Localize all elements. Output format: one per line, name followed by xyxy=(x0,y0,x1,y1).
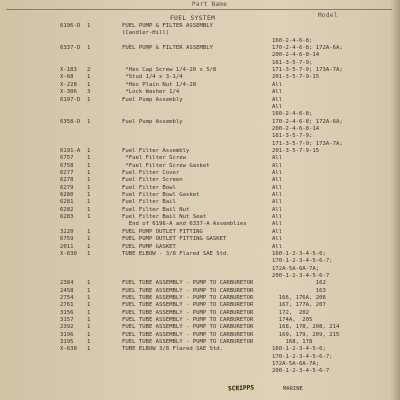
part-name: Fuel Filter Assembly xyxy=(122,147,190,154)
quantity: 1 xyxy=(87,170,91,176)
part-number: 6282 xyxy=(60,206,74,213)
header-model: Model xyxy=(318,12,338,19)
model-list: 160-1-2-3-4-5-6; xyxy=(272,250,326,257)
model-list: All xyxy=(272,236,283,243)
part-number: 6758 xyxy=(60,162,74,169)
table-row xyxy=(0,23,400,30)
part-number: X-228 xyxy=(60,81,77,88)
model-list: 201-3-5-7-9-15 xyxy=(272,74,320,81)
quantity: 1 xyxy=(87,346,91,353)
part-name: Fuel Filter Bowl Gasket xyxy=(122,192,200,199)
model-list: All xyxy=(272,243,283,250)
quantity: 1 xyxy=(87,214,91,221)
model-list: 170-2-4-6-8; 172A-6A; xyxy=(272,118,343,125)
table-row xyxy=(0,229,400,236)
table-row xyxy=(0,74,400,81)
quantity: 1 xyxy=(87,236,91,243)
part-name: *Fuel Filter Screw xyxy=(122,155,186,162)
table-row xyxy=(0,258,400,265)
part-name: *Stud 1/4 x 3-1/4 xyxy=(122,74,183,81)
model-list: 200-1-2-3-4-5-6-7 xyxy=(272,368,330,375)
part-name: TUBE ELBOW - 3/8 Flared SAE Std. xyxy=(122,250,230,257)
company-stamp: SCRIPPS xyxy=(225,383,257,393)
quantity: 1 xyxy=(87,287,91,294)
part-name: Fuel Pump Assembly xyxy=(122,96,183,103)
part-name: Fuel Filter Bail xyxy=(122,199,176,206)
table-row xyxy=(0,361,400,368)
table-row xyxy=(0,332,400,339)
part-name: FUEL TUBE ASSEMBLY - PUMP TO CARBURETOR xyxy=(122,287,254,294)
table-row xyxy=(0,89,400,96)
table-row xyxy=(0,251,400,258)
table-row xyxy=(0,310,400,317)
model-list: All xyxy=(272,162,283,169)
part-name: FUEL PUMP GASKET xyxy=(122,243,176,250)
part-number: 6197-D xyxy=(60,96,81,103)
model-list: All xyxy=(272,192,283,199)
model-list: All xyxy=(272,214,283,221)
model-list: All xyxy=(272,81,283,88)
part-number: 6358-D xyxy=(60,118,81,125)
model-list: 169, 179, 209, 215 xyxy=(272,331,340,338)
quantity: 1 xyxy=(87,206,91,213)
quantity: 1 xyxy=(87,324,91,331)
table-row xyxy=(0,141,400,148)
table-row xyxy=(0,52,400,59)
part-name: *Fuel Filter Screw Gasket xyxy=(122,162,210,169)
table-row xyxy=(0,295,400,302)
model-list: 171-3-5-7-9; 173A-7A; xyxy=(272,140,343,147)
model-list: 172A-5A-6A-7A; xyxy=(272,265,320,272)
table-row xyxy=(0,280,400,287)
table-row xyxy=(0,177,400,184)
model-list: All xyxy=(272,221,283,228)
table-row xyxy=(0,324,400,331)
quantity: 1 xyxy=(87,45,91,52)
model-list: 160-1-2-3-4-5-6; xyxy=(272,346,326,353)
model-list: 166, 176A, 206 xyxy=(272,294,326,301)
table-row xyxy=(0,45,400,52)
model-list: 174A, 205 xyxy=(272,317,313,323)
model-list: All xyxy=(272,177,283,184)
part-name: Fuel Filter Bowl xyxy=(122,184,176,191)
table-row xyxy=(0,221,400,228)
quantity: 1 xyxy=(87,331,91,338)
table-row xyxy=(0,119,400,126)
model-list: All xyxy=(272,228,283,235)
part-number: 6278 xyxy=(60,177,74,184)
quantity: 1 xyxy=(87,147,91,154)
quantity: 1 xyxy=(87,118,91,125)
model-list: 200-2-4-6-8-14 xyxy=(272,52,320,59)
part-number: 6191-A xyxy=(60,147,81,154)
part-number: 2761 xyxy=(60,302,74,309)
part-name: Fuel Filter Cover xyxy=(122,170,180,176)
model-list: 170-1-2-3-4-5-6-7; xyxy=(272,353,333,360)
part-name: FUEL PUMP OUTLET FITTING xyxy=(122,228,203,235)
model-list: 161-3-5-7-9; xyxy=(272,59,313,66)
part-name: End of 6196-A and 6337-A Assemblies xyxy=(122,221,247,228)
table-row xyxy=(0,163,400,170)
table-row xyxy=(0,288,400,295)
quantity: 1 xyxy=(87,74,91,81)
part-number: 6279 xyxy=(60,184,74,191)
table-row xyxy=(0,30,400,37)
table-row xyxy=(0,302,400,309)
part-name: Fuel Filter Screen xyxy=(122,177,183,184)
model-list: 201-3-5-7-9-15 xyxy=(272,147,320,154)
part-number: X-183 xyxy=(60,67,77,74)
part-number: 2754 xyxy=(60,294,74,301)
model-list: 160-2-4-6-8; xyxy=(272,37,313,44)
model-list: All xyxy=(272,199,283,206)
quantity: 1 xyxy=(87,280,91,287)
part-name: Fuel Filter Bail Nut xyxy=(122,206,190,213)
quantity: 1 xyxy=(87,184,91,191)
part-number: X-306 xyxy=(60,89,77,96)
table-row xyxy=(0,207,400,214)
table-row xyxy=(0,244,400,251)
table-row xyxy=(0,126,400,133)
quantity: 1 xyxy=(87,177,91,184)
part-number: 3156 xyxy=(60,309,74,316)
part-name: (Candler-Hill) xyxy=(122,30,170,37)
quantity: 1 xyxy=(87,302,91,309)
quantity: 1 xyxy=(87,81,91,88)
quantity: 2 xyxy=(87,67,91,74)
part-number: 6757 xyxy=(60,155,74,162)
table-row xyxy=(0,199,400,206)
model-list: All xyxy=(272,184,283,191)
model-list: 200-1-2-3-4-5-6-7 xyxy=(272,272,330,279)
part-name: FUEL TUBE ASSEMBLY - PUMP TO CARBURETOR xyxy=(122,324,254,331)
part-number: 2384 xyxy=(60,280,74,287)
table-row xyxy=(0,368,400,375)
model-list: 170-1-2-3-4-5-6-7; xyxy=(272,258,333,265)
quantity: 1 xyxy=(87,339,91,346)
model-list: All xyxy=(272,103,283,110)
part-name: TUBE ELBOW 3/8 Flared SAE Std. xyxy=(122,346,224,353)
model-list: 172, 202 xyxy=(272,309,310,316)
model-list: 161-3-5-7-9; xyxy=(272,133,313,140)
table-row xyxy=(0,148,400,155)
model-list: 200-2-4-6-8-14 xyxy=(272,125,320,132)
part-number: 3195 xyxy=(60,339,74,346)
model-list: 168, 178 xyxy=(272,339,313,346)
part-number: 3220 xyxy=(60,228,74,235)
quantity: 1 xyxy=(87,294,91,301)
table-row xyxy=(0,236,400,243)
table-row xyxy=(0,38,400,45)
quantity: 1 xyxy=(87,243,91,250)
table-row xyxy=(0,185,400,192)
part-number: 2458 xyxy=(60,287,74,294)
table-row xyxy=(0,273,400,280)
header-rule xyxy=(6,9,392,10)
model-list: 160-2-4-6-8; xyxy=(272,111,313,118)
model-list: 170-2-4-6-8; 172A-6A; xyxy=(272,45,343,52)
model-list: All xyxy=(272,170,283,176)
part-number: 6337-D xyxy=(60,45,81,52)
part-name: FUEL TUBE ASSEMBLY - PUMP TO CARBURETOR xyxy=(122,280,254,287)
part-number: 6283 xyxy=(60,214,74,221)
table-row xyxy=(0,67,400,74)
table-row xyxy=(0,192,400,199)
part-number: 2392 xyxy=(60,324,74,331)
part-name: FUEL TUBE ASSEMBLY - PUMP TO CARBURETOR xyxy=(122,309,254,316)
part-name: FUEL TUBE ASSEMBLY - PUMP TO CARBURETOR xyxy=(122,317,254,323)
model-list: 171-3-5-7-9; 173A-7A; xyxy=(272,67,343,74)
table-row xyxy=(0,170,400,177)
part-number: 6277 xyxy=(60,170,74,176)
section-title: FUEL SYSTEM xyxy=(170,15,216,22)
part-name: *Hex Cap Screw 1/4-20 x 5/8 xyxy=(122,67,217,74)
table-row xyxy=(0,60,400,67)
part-number: 2011 xyxy=(60,243,74,250)
part-number: 6281 xyxy=(60,199,74,206)
quantity: 1 xyxy=(87,96,91,103)
table-row xyxy=(0,266,400,273)
table-row xyxy=(0,111,400,118)
model-list: 172A-5A-6A-7A; xyxy=(272,361,320,368)
quantity: 1 xyxy=(87,23,91,29)
quantity: 1 xyxy=(87,250,91,257)
part-number: 3157 xyxy=(60,317,74,323)
model-list: All xyxy=(272,155,283,162)
table-row xyxy=(0,354,400,361)
part-name: Fuel Filter Bail Nut Seat xyxy=(122,214,207,221)
part-name: Fuel Pump Assembly xyxy=(122,118,183,125)
part-number: 6759 xyxy=(60,236,74,243)
part-name: FUEL TUBE ASSEMBLY - PUMP TO CARBURETOR xyxy=(122,302,254,309)
quantity: 1 xyxy=(87,155,91,162)
model-list: 162 xyxy=(272,280,326,287)
part-number: X-630 xyxy=(60,250,77,257)
table-row xyxy=(0,133,400,140)
table-row xyxy=(0,97,400,104)
quantity: 1 xyxy=(87,192,91,199)
quantity: 1 xyxy=(87,317,91,323)
table-row xyxy=(0,317,400,324)
part-name: FUEL PUMP & FILTER ASSEMBLY xyxy=(122,45,213,52)
quantity: 1 xyxy=(87,309,91,316)
part-number: 6280 xyxy=(60,192,74,199)
part-number: X-630 xyxy=(60,346,77,353)
quantity: 1 xyxy=(87,199,91,206)
model-list: 167, 177A, 207 xyxy=(272,302,326,309)
table-row xyxy=(0,346,400,353)
model-list: All xyxy=(272,89,283,96)
part-name: *Lock Washer 1/4 xyxy=(122,89,180,96)
part-number: X-68 xyxy=(60,74,74,81)
table-row xyxy=(0,104,400,111)
header-part-name: Part Name xyxy=(192,1,228,8)
company-stamp-tail: MARINE xyxy=(283,386,303,392)
quantity: 1 xyxy=(87,228,91,235)
table-row xyxy=(0,214,400,221)
model-list: 168, 178, 208, 214 xyxy=(272,324,340,331)
quantity: 3 xyxy=(87,89,91,96)
table-row xyxy=(0,339,400,346)
part-name: FUEL PUMP & FILTER ASSEMBLY xyxy=(122,23,213,29)
part-number: 3196 xyxy=(60,331,74,338)
part-name: FUEL TUBE ASSEMBLY - PUMP TO CARBURETOR xyxy=(122,339,254,346)
part-name: FUEL TUBE ASSEMBLY - PUMP TO CARBURETOR xyxy=(122,294,254,301)
page-edge-shadow xyxy=(390,0,400,400)
table-row xyxy=(0,82,400,89)
model-list: 163 xyxy=(272,287,326,294)
part-name: FUEL PUMP OUTLET FITTING GASKET xyxy=(122,236,227,243)
part-name: *Hex Plain Nut 1/4-28 xyxy=(122,81,197,88)
part-name: FUEL TUBE ASSEMBLY - PUMP TO CARBURETOR xyxy=(122,331,254,338)
model-list: All xyxy=(272,96,283,103)
model-list: All xyxy=(272,206,283,213)
table-row xyxy=(0,155,400,162)
quantity: 1 xyxy=(87,162,91,169)
part-number: 6196-D xyxy=(60,23,81,29)
